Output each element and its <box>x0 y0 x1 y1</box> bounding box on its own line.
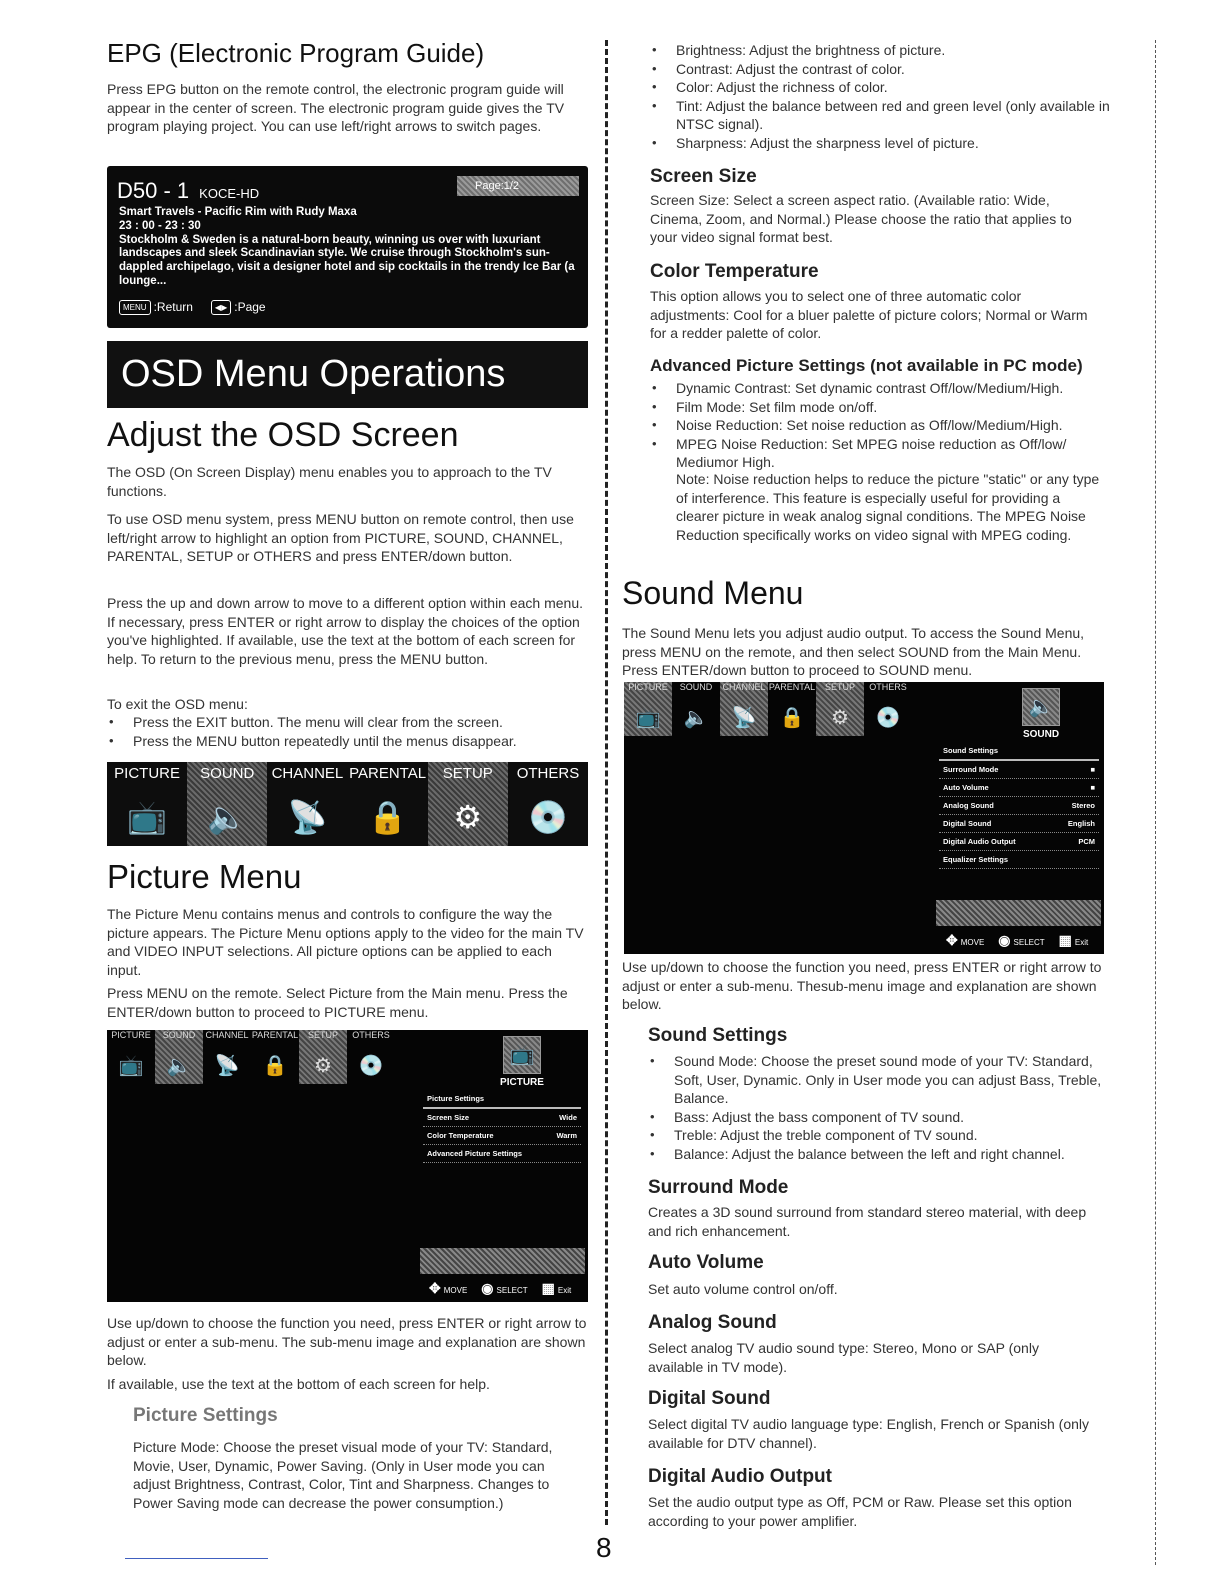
picture-menu-screen <box>107 1030 588 1302</box>
screen-footer <box>429 1280 571 1297</box>
advanced-note: Note: Noise reduction helps to reduce the picture "static" or any type of interference. This feature is especially useful for providing a clearer picture in weak analog signal conditions. The MPEG Noise Reduction specifically works on video signal with MPEG coding. <box>676 471 1100 543</box>
right-margin-line <box>1155 40 1156 1565</box>
list-item: • Noise Reduction: Set noise reduction as Off/low/Medium/High. <box>650 416 1110 435</box>
epg-program-info <box>119 206 579 289</box>
tab-channel[interactable]: CHANNEL 📡 <box>720 682 768 736</box>
tab-setup[interactable]: SETUP ⚙ <box>428 762 508 846</box>
sound-screen-tabs <box>624 682 912 736</box>
list-item: • Tint: Adjust the balance between red and green level (only available in NTSC signal). <box>650 97 1110 134</box>
move-icon: ✥ <box>946 932 958 948</box>
list-item[interactable]: Sound Settings <box>939 742 1099 761</box>
tab-parental[interactable]: PARENTAL 🔒 <box>349 765 427 835</box>
footer-rule <box>125 1558 268 1559</box>
screen-size-body: Screen Size: Select a screen aspect ratio. (Available ratio: Wide, Cinema, Zoom, and Normal.) Please choose the ratio that applies to your video signal format best. <box>650 192 1072 245</box>
move-icon: ✥ <box>429 1280 441 1296</box>
exit-hint: ▦ Exit <box>1058 932 1089 948</box>
picture-menu-p3: Use up/down to choose the function you need, press ENTER or right arrow to adjust or enter a sub-menu. The sub-menu image and explanation are shown below. <box>107 1315 587 1368</box>
tab-setup[interactable]: SETUP ⚙ <box>299 1030 347 1084</box>
picture-menu-p2: Press MENU on the remote. Select Picture from the Main menu. Press the ENTER/down button to proceed to PICTURE menu. <box>107 985 568 1020</box>
picture-options-list <box>423 1090 581 1163</box>
tab-parental[interactable]: PARENTAL 🔒 <box>251 1030 299 1077</box>
tv-icon: 📺 <box>503 1036 541 1074</box>
tab-picture[interactable]: PICTURE 📺 <box>107 1030 155 1084</box>
picture-settings-title: Picture Settings <box>133 1405 278 1426</box>
tab-channel[interactable]: CHANNEL 📡 <box>203 1030 251 1084</box>
tab-others[interactable]: OTHERS 💿 <box>864 682 912 736</box>
list-item: • Press the EXIT button. The menu will clear from the screen. <box>107 713 590 732</box>
lock-icon: 🔒 <box>779 707 805 729</box>
speaker-icon: 🔈 <box>683 707 709 729</box>
disc-icon: 💿 <box>528 799 568 835</box>
tv-icon: 📺 <box>635 707 661 729</box>
epg-screen <box>107 166 588 328</box>
adjust-osd-p2: To use OSD menu system, press MENU button on remote control, then use left/right arrow to highlight an option from PICTURE, SOUND, CHANNEL, PARENTAL, SETUP or OTHERS and press ENTER/down button. <box>107 511 574 564</box>
list-item[interactable]: Advanced Picture Settings <box>423 1145 581 1163</box>
exit-hint: ▦ Exit <box>541 1280 572 1296</box>
exit-intro: To exit the OSD menu: <box>107 696 248 712</box>
disc-icon: 💿 <box>875 707 901 729</box>
satellite-dish-icon: 📡 <box>287 799 328 835</box>
epg-return-hint: MENU :Return <box>119 300 193 315</box>
list-item: • MPEG Noise Reduction: Set MPEG noise reduction as Off/low/ Mediumor High. <box>650 435 1110 472</box>
epg-key-hints <box>119 300 266 315</box>
auto-volume-body: Set auto volume control on/off. <box>648 1281 838 1297</box>
analog-sound-body: Select analog TV audio sound type: Stereo, Mono or SAP (only available in TV mode). <box>648 1340 1039 1375</box>
tab-parental[interactable]: PARENTAL 🔒 <box>768 682 816 729</box>
advanced-picture-bullets <box>650 379 1110 472</box>
tab-picture[interactable]: PICTURE 📺 <box>114 765 180 835</box>
list-item: • Contrast: Adjust the contrast of color. <box>650 60 1110 79</box>
picture-adjust-bullets <box>650 41 1110 152</box>
list-item: • Film Mode: Set film mode on/off. <box>650 398 1110 417</box>
adjust-osd-p3: Press the up and down arrow to move to a different option within each menu. If necessary, press ENTER or right arrow to display the choices of the option you've highlighted. If available, use the text at the bottom of each screen for help. To return to the previous menu, press the MENU button. <box>107 595 584 667</box>
surround-mode-body: Creates a 3D sound surround from standard stereo material, with deep and rich enhancement. <box>648 1204 1087 1239</box>
list-item[interactable]: Digital Audio Output PCM <box>939 833 1099 851</box>
list-item: • Sound Mode: Choose the preset sound mode of your TV: Standard, Soft, User, Dynamic. Only in User mode you can adjust Bass, Treble, Balance. <box>648 1052 1108 1108</box>
select-icon: ◉ <box>998 932 1011 948</box>
exit-icon: ▦ <box>1058 932 1072 948</box>
epg-page-indicator: Page:1/2 <box>457 176 579 196</box>
exit-icon: ▦ <box>541 1280 555 1296</box>
epg-body: Press EPG button on the remote control, the electronic program guide will appear in the center of screen. The electronic program guide gives the TV program playing project. You can use left/right arrows to switch pages. <box>107 81 565 134</box>
list-item[interactable]: Picture Settings <box>423 1090 581 1109</box>
list-item: • Balance: Adjust the balance between the left and right channel. <box>648 1145 1108 1164</box>
list-item: • Color: Adjust the richness of color. <box>650 78 1110 97</box>
list-item[interactable]: Screen Size Wide <box>423 1109 581 1127</box>
picture-menu-p4: If available, use the text at the bottom of each screen for help. <box>107 1376 490 1392</box>
adjust-osd-p1: The OSD (On Screen Display) menu enables you to approach to the TV functions. <box>107 464 552 499</box>
sound-menu-title: Sound Menu <box>622 575 804 611</box>
select-hint: ◉ SELECT <box>481 1280 528 1296</box>
list-item[interactable]: Color Temperature Warm <box>423 1127 581 1145</box>
picture-screen-tabs <box>107 1030 395 1084</box>
list-item: • Brightness: Adjust the brightness of picture. <box>650 41 1110 60</box>
selected-menu: 🔈 SOUND <box>986 688 1096 740</box>
help-text-bar <box>420 1248 585 1274</box>
tab-others[interactable]: OTHERS 💿 <box>516 765 580 835</box>
selected-menu: 📺 PICTURE <box>467 1036 577 1088</box>
screen-footer <box>946 932 1088 949</box>
list-item[interactable]: Digital Sound English <box>939 815 1099 833</box>
epg-program-time: 23 : 00 - 23 : 30 <box>119 219 201 232</box>
page-number: 8 <box>596 1532 612 1563</box>
select-icon: ◉ <box>481 1280 494 1296</box>
sound-menu-p2: Use up/down to choose the function you need, press ENTER or right arrow to adjust or enter a sub-menu. Thesub-menu image and explanation are shown below. <box>622 959 1102 1012</box>
column-divider <box>605 40 608 1525</box>
picture-settings-body: Picture Mode: Choose the preset visual mode of your TV: Standard, Movie, User, Dynamic, Power Saving. (Only in User mode you can adjust Brightness, Contrast, Color, Tint and Sharpness. Changes to Power Saving mode can decrease the power consumption.) <box>133 1439 553 1511</box>
sound-menu-screen <box>624 682 1104 954</box>
epg-title: EPG (Electronic Program Guide) <box>107 38 485 68</box>
lock-icon: 🔒 <box>262 1055 288 1077</box>
tab-channel[interactable]: CHANNEL 📡 <box>271 765 344 835</box>
exit-bullets <box>107 713 590 750</box>
adjust-osd-title: Adjust the OSD Screen <box>107 416 459 454</box>
menu-key-icon: MENU <box>119 300 151 315</box>
sound-settings-bullets <box>648 1052 1108 1163</box>
auto-volume-title: Auto Volume <box>648 1252 764 1273</box>
digital-audio-output-body: Set the audio output type as Off, PCM or Raw. Please set this option according to your power amplifier. <box>648 1494 1072 1529</box>
color-temperature-title: Color Temperature <box>650 261 819 282</box>
tab-sound[interactable]: SOUND 🔈 <box>187 762 267 846</box>
left-right-arrow-icon: ◀▶ <box>211 300 231 315</box>
osd-banner: OSD Menu Operations <box>107 341 588 408</box>
tab-picture[interactable]: PICTURE 📺 <box>624 682 672 736</box>
help-text-bar <box>936 900 1101 926</box>
list-item[interactable]: Auto Volume ■ <box>939 779 1099 797</box>
digital-audio-output-title: Digital Audio Output <box>648 1466 832 1487</box>
move-hint: ✥ MOVE <box>946 932 985 948</box>
color-temperature-body: This option allows you to select one of three automatic color adjustments: Cool for a bluer palette of picture colors; Normal or Warm for a redder palette of color. <box>650 288 1088 341</box>
gear-icon: ⚙ <box>453 799 483 835</box>
advanced-picture-title: Advanced Picture Settings (not available in PC mode) <box>650 356 1083 375</box>
list-item: • Press the MENU button repeatedly until the menus disappear. <box>107 732 590 751</box>
tab-setup[interactable]: SETUP ⚙ <box>816 682 864 736</box>
picture-menu-title: Picture Menu <box>107 858 302 895</box>
tab-sound[interactable]: SOUND 🔈 <box>155 1030 203 1084</box>
satellite-dish-icon: 📡 <box>214 1055 240 1077</box>
list-item[interactable]: Surround Mode ■ <box>939 761 1099 779</box>
sound-settings-title: Sound Settings <box>648 1025 788 1046</box>
tab-others[interactable]: OTHERS 💿 <box>347 1030 395 1084</box>
select-hint: ◉ SELECT <box>998 932 1045 948</box>
list-item[interactable]: Equalizer Settings <box>939 851 1099 869</box>
analog-sound-title: Analog Sound <box>648 1312 777 1333</box>
lock-icon: 🔒 <box>367 799 408 835</box>
tv-icon: 📺 <box>127 799 167 835</box>
epg-channel: D50 - 1 KOCE-HD <box>117 178 260 203</box>
speaker-icon: 🔈 <box>207 799 248 835</box>
speaker-icon: 🔈 <box>1022 688 1060 726</box>
digital-sound-title: Digital Sound <box>648 1388 771 1409</box>
move-hint: ✥ MOVE <box>429 1280 468 1296</box>
surround-mode-title: Surround Mode <box>648 1177 789 1198</box>
epg-page-hint: ◀▶ :Page <box>211 300 266 315</box>
speaker-icon: 🔈 <box>166 1055 192 1077</box>
disc-icon: 💿 <box>358 1055 384 1077</box>
sound-options-list <box>939 742 1099 869</box>
gear-icon: ⚙ <box>314 1055 332 1077</box>
tv-icon: 📺 <box>118 1055 144 1077</box>
list-item: • Bass: Adjust the bass component of TV sound. <box>648 1108 1108 1127</box>
list-item[interactable]: Analog Sound Stereo <box>939 797 1099 815</box>
digital-sound-body: Select digital TV audio language type: English, French or Spanish (only available for DTV channel). <box>648 1416 1090 1451</box>
satellite-dish-icon: 📡 <box>731 707 757 729</box>
epg-program-title: Smart Travels - Pacific Rim with Rudy Maxa <box>119 206 357 218</box>
gear-icon: ⚙ <box>831 707 849 729</box>
screen-size-title: Screen Size <box>650 166 757 187</box>
sound-menu-p1: The Sound Menu lets you adjust audio output. To access the Sound Menu, press MENU on the remote, and then select SOUND from the Main Menu. Press ENTER/down button to proceed to SOUND menu. <box>622 625 1085 678</box>
list-item: • Treble: Adjust the treble component of TV sound. <box>648 1126 1108 1145</box>
list-item: • Sharpness: Adjust the sharpness level of picture. <box>650 134 1110 153</box>
epg-program-description: Stockholm & Sweden is a natural-born beauty, winning us over with luxuriant landscapes and sleek Scandinavian style. We cruise through Stockholm's sun-dappled archipelago, visit a designer hotel and sip cocktails in the trendy Ice Bar (a lounge... <box>119 233 575 287</box>
picture-menu-p1: The Picture Menu contains menus and controls to configure the way the picture appears. The Picture Menu options apply to the video for the main TV and VIDEO INPUT selections. All picture options can be applied to each input. <box>107 906 584 978</box>
epg-station: KOCE-HD <box>199 186 260 201</box>
tab-sound[interactable]: SOUND 🔈 <box>672 682 720 736</box>
list-item: • Dynamic Contrast: Set dynamic contrast Off/low/Medium/High. <box>650 379 1110 398</box>
main-menu-strip <box>107 762 588 846</box>
